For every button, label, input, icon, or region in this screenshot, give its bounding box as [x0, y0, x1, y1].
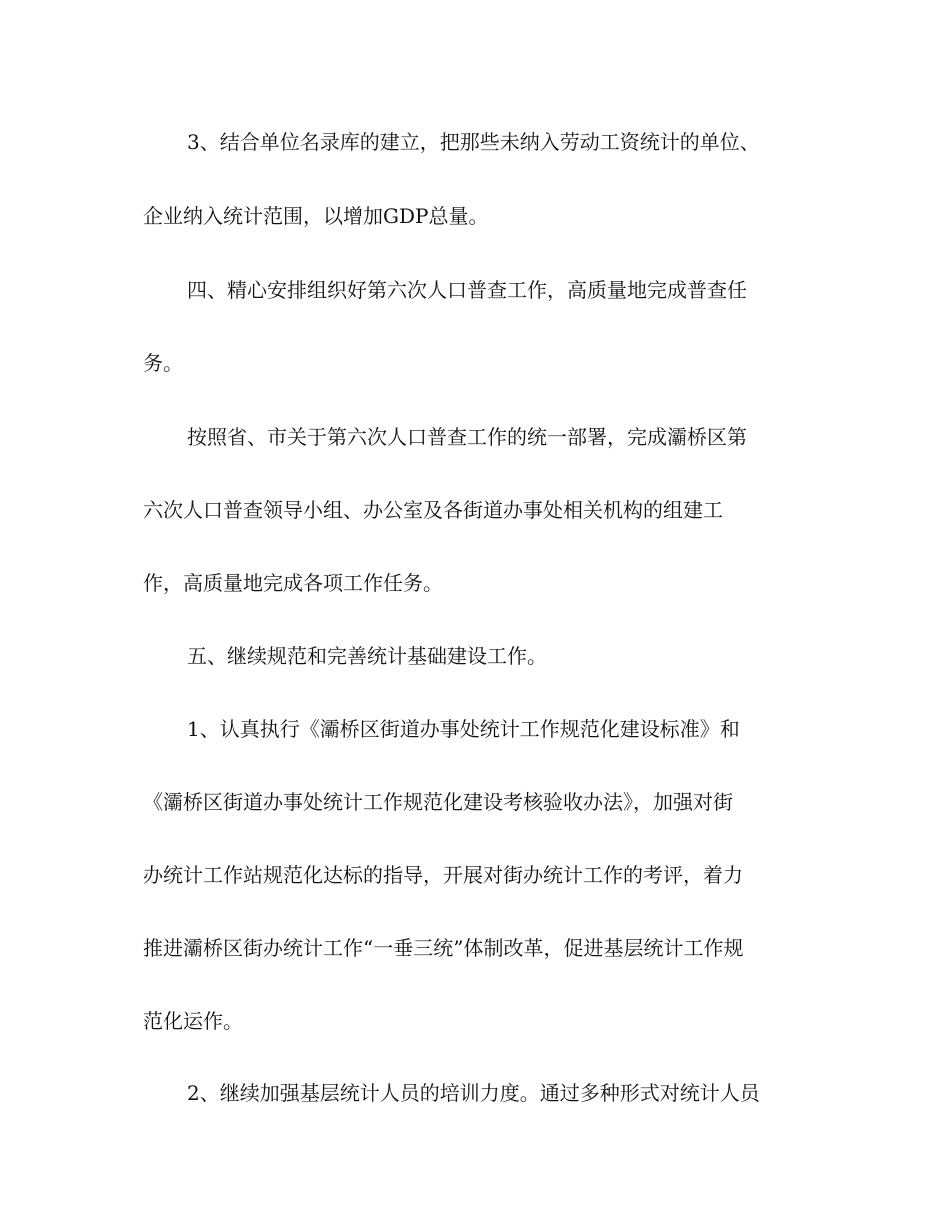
paragraph-line: 按照省、市关于第六次人口普查工作的统一部署，完成灞桥区第	[187, 425, 747, 449]
paragraph-line: 办统计工作站规范化达标的指导，开展对街办统计工作的考评，着力	[143, 863, 743, 887]
paragraph-line: 《灞桥区街道办事处统计工作规范化建设考核验收办法》，加强对街	[143, 790, 733, 814]
paragraph-line: 六次人口普查领导小组、办公室及各街道办事处相关机构的组建工	[143, 498, 723, 522]
paragraph-line: 作，高质量地完成各项工作任务。	[143, 571, 443, 595]
paragraph-line: 范化运作。	[143, 1009, 243, 1033]
paragraph-line: 四、精心安排组织好第六次人口普查工作，高质量地完成普查任	[187, 278, 747, 302]
paragraph-line: 推进灞桥区街办统计工作“一垂三统”体制改革，促进基层统计工作规	[143, 936, 744, 960]
paragraph-line: 五、继续规范和完善统计基础建设工作。	[187, 644, 547, 668]
paragraph-line: 2、继续加强基层统计人员的培训力度。通过多种形式对统计人员	[187, 1081, 760, 1105]
paragraph-line: 1、认真执行《灞桥区街道办事处统计工作规范化建设标准》和	[187, 717, 740, 741]
paragraph-line: 务。	[143, 351, 183, 375]
paragraph-line: 企业纳入统计范围，以增加GDP总量。	[143, 204, 489, 228]
paragraph-line: 3、结合单位名录库的建立，把那些未纳入劳动工资统计的单位、	[187, 130, 760, 154]
